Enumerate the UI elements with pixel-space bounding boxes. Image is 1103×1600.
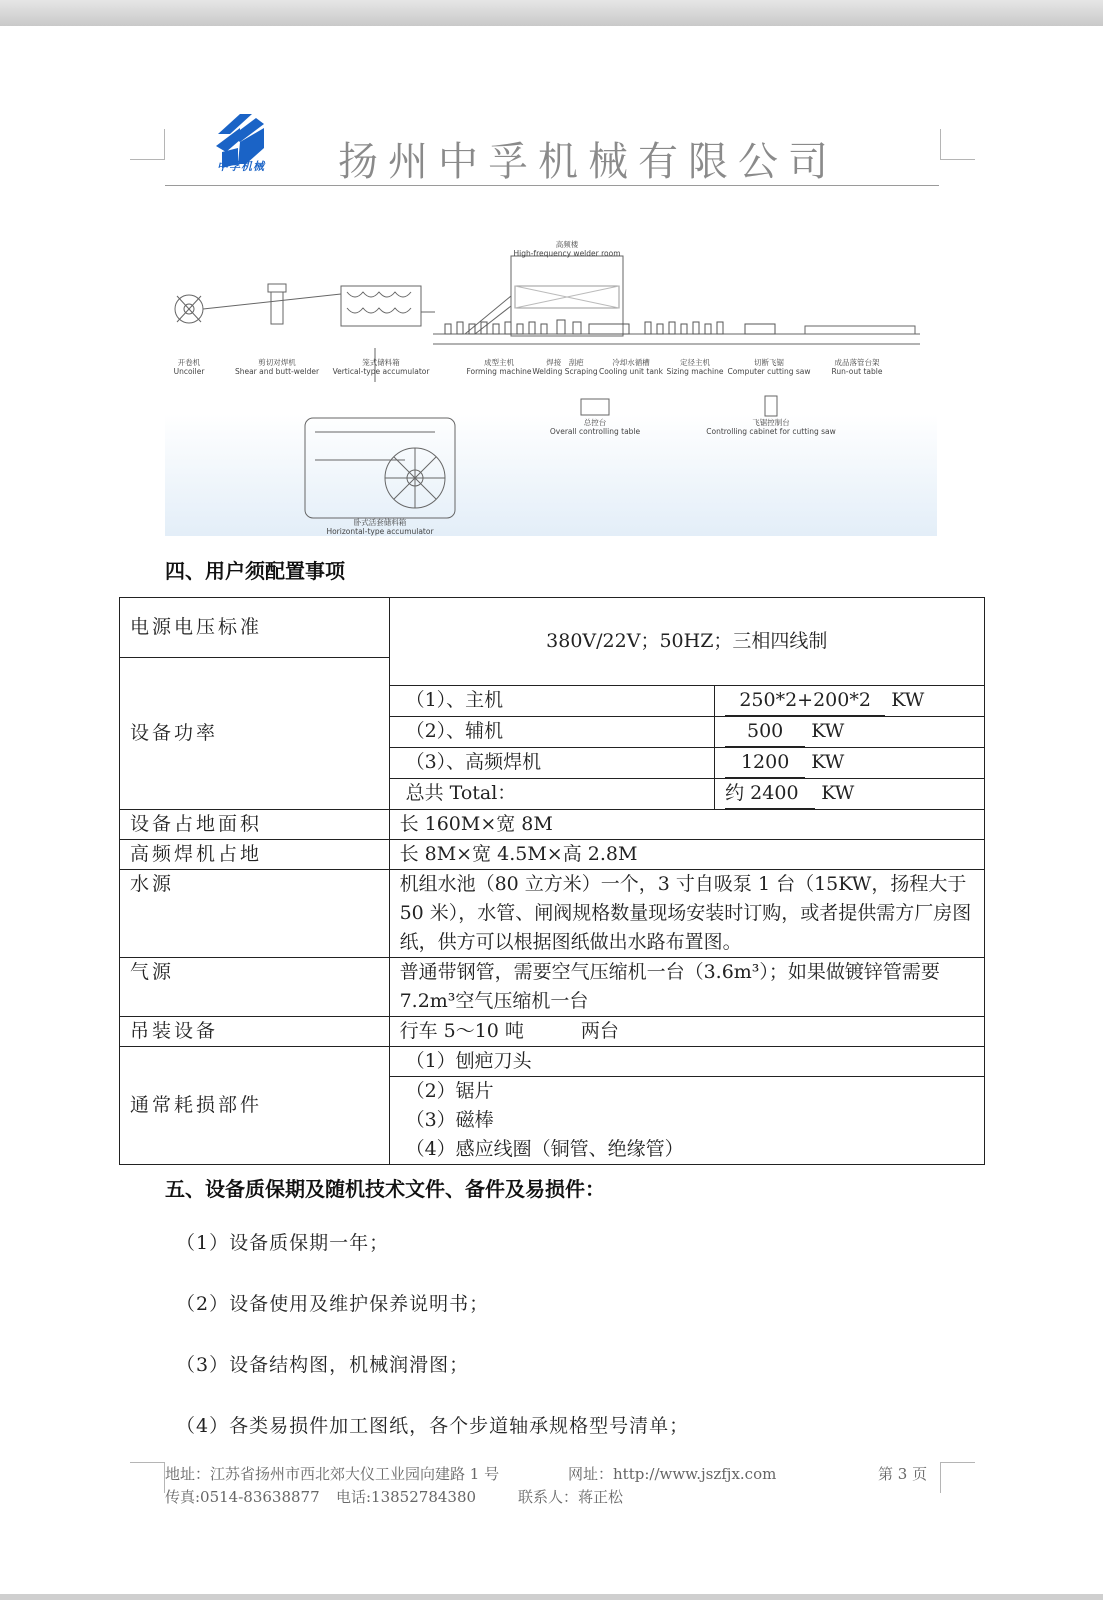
doc-item: （1）设备质保期一年； [176, 1232, 390, 1254]
crop-mark [940, 129, 975, 160]
header-divider [165, 185, 939, 186]
wear-part-item: （3）磁棒 [405, 1109, 494, 1131]
crop-mark [130, 129, 165, 160]
label-overall-control: 总控台 Overall controlling table [549, 418, 641, 436]
production-line-diagram [165, 216, 937, 536]
wear-part-item: （2）锯片 [405, 1080, 494, 1102]
power-item-name: （3）、高频焊机 [389, 748, 715, 779]
label-welding-scraping: 焊接 刮疤 Welding Scraping [532, 358, 598, 376]
company-logo [210, 106, 272, 201]
section-4-title: 四、用户须配置事项 [165, 559, 345, 583]
power-total-value: 约 2400 KW [715, 779, 985, 810]
area-value: 长 160M×宽 8M [389, 810, 984, 840]
section-5-title: 五、设备质保期及随机技术文件、备件及易损件： [165, 1177, 605, 1201]
crop-mark [940, 1462, 975, 1493]
logo-mark-icon [210, 106, 272, 201]
wear-parts-label: 通常耗损部件 [120, 1047, 390, 1165]
power-item-value: 1200 KW [715, 748, 985, 779]
footer-phone: 电话:13852784380 [336, 1488, 477, 1506]
power-item-value: 250*2+200*2 KW [715, 686, 985, 717]
wear-parts-list [389, 1047, 984, 1165]
label-shear-welder: 剪切对焊机 Shear and butt-welder [234, 358, 320, 376]
website-link[interactable]: http://www.jszfjx.com [613, 1465, 777, 1483]
label-sizing-machine: 定径主机 Sizing machine [666, 358, 724, 376]
footer-fax: 传真:0514-83638877 [165, 1488, 320, 1506]
voltage-label: 电源电压标准 [120, 598, 390, 658]
doc-item: （2）设备使用及维护保养说明书； [176, 1293, 490, 1315]
power-label: 设备功率 [120, 658, 390, 810]
water-value: 机组水池（80 立方米）一个，3 寸自吸泵 1 台（15KW，扬程大于 50 米），水管、闸阀规格数量现场安装时订购，或者提供需方厂房图纸，供方可以根据图纸做出水路布置图。 [389, 870, 984, 958]
logo-text: 中孚机械 [217, 160, 265, 173]
lift-value: 行车 5～10 吨 两台 [389, 1017, 984, 1047]
hf-area-value: 长 8M×宽 4.5M×高 2.8M [389, 840, 984, 870]
footer-contact: 联系人：蒋正松 [518, 1488, 624, 1506]
power-total-name: 总共 Total： [389, 779, 715, 810]
crop-mark [130, 1462, 165, 1493]
hf-area-label: 高频焊机占地 [120, 840, 390, 870]
power-item-name: （2）、辅机 [389, 717, 715, 748]
air-value: 普通带钢管，需要空气压缩机一台（3.6m³）；如果做镀锌管需要 7.2m³空气压缩机一台 [389, 958, 984, 1017]
label-cooling-tank: 冷却水循槽 Cooling unit tank [598, 358, 664, 376]
window-bottom-bar [0, 1594, 1103, 1600]
air-label: 气源 [120, 958, 390, 1017]
company-name: 扬州中孚机械有限公司 [338, 139, 838, 185]
label-uncoiler: 开卷机 Uncoiler [173, 358, 205, 376]
area-label: 设备占地面积 [120, 810, 390, 840]
lift-label: 吊装设备 [120, 1017, 390, 1047]
label-horizontal-accumulator: 卧式活套储料箱 Horizontal-type accumulator [326, 518, 434, 536]
requirements-table [119, 597, 985, 1165]
label-forming-machine: 成型主机 Forming machine [466, 358, 532, 376]
production-line-drawing [165, 216, 937, 536]
footer-website: 网址：http://www.jszfjx.com [568, 1465, 777, 1483]
wear-part-item: （1）刨疤刀头 [390, 1047, 984, 1077]
label-runout-table: 成品落管台架 Run-out table [831, 358, 883, 376]
water-label: 水源 [120, 870, 390, 958]
label-hf-welder-room: 高频楼 High-frequency welder room [513, 240, 621, 258]
label-saw-control-cabinet: 飞锯控制台 Controlling cabinet for cutting saw [706, 418, 836, 436]
doc-item: （3）设备结构图，机械润滑图； [176, 1354, 470, 1376]
doc-item: （4）各类易损件加工图纸，各个步道轴承规格型号清单； [176, 1415, 690, 1437]
voltage-value: 380V/22V；50HZ；三相四线制 [389, 598, 984, 686]
footer-page-number: 第 3 页 [878, 1465, 928, 1483]
document-page [0, 26, 1103, 1594]
label-cutting-saw: 切断飞锯 Computer cutting saw [727, 358, 811, 376]
power-item-name: （1）、主机 [389, 686, 715, 717]
footer-address: 地址：江苏省扬州市西北郊大仪工业园向建路 1 号 [165, 1465, 500, 1483]
wear-part-item: （4）感应线圈（铜管、绝缘管） [405, 1138, 684, 1160]
power-item-value: 500 KW [715, 717, 985, 748]
window-top-bar [0, 0, 1103, 26]
label-vertical-accumulator: 笼式储料箱 Vertical-type accumulator [332, 358, 430, 376]
